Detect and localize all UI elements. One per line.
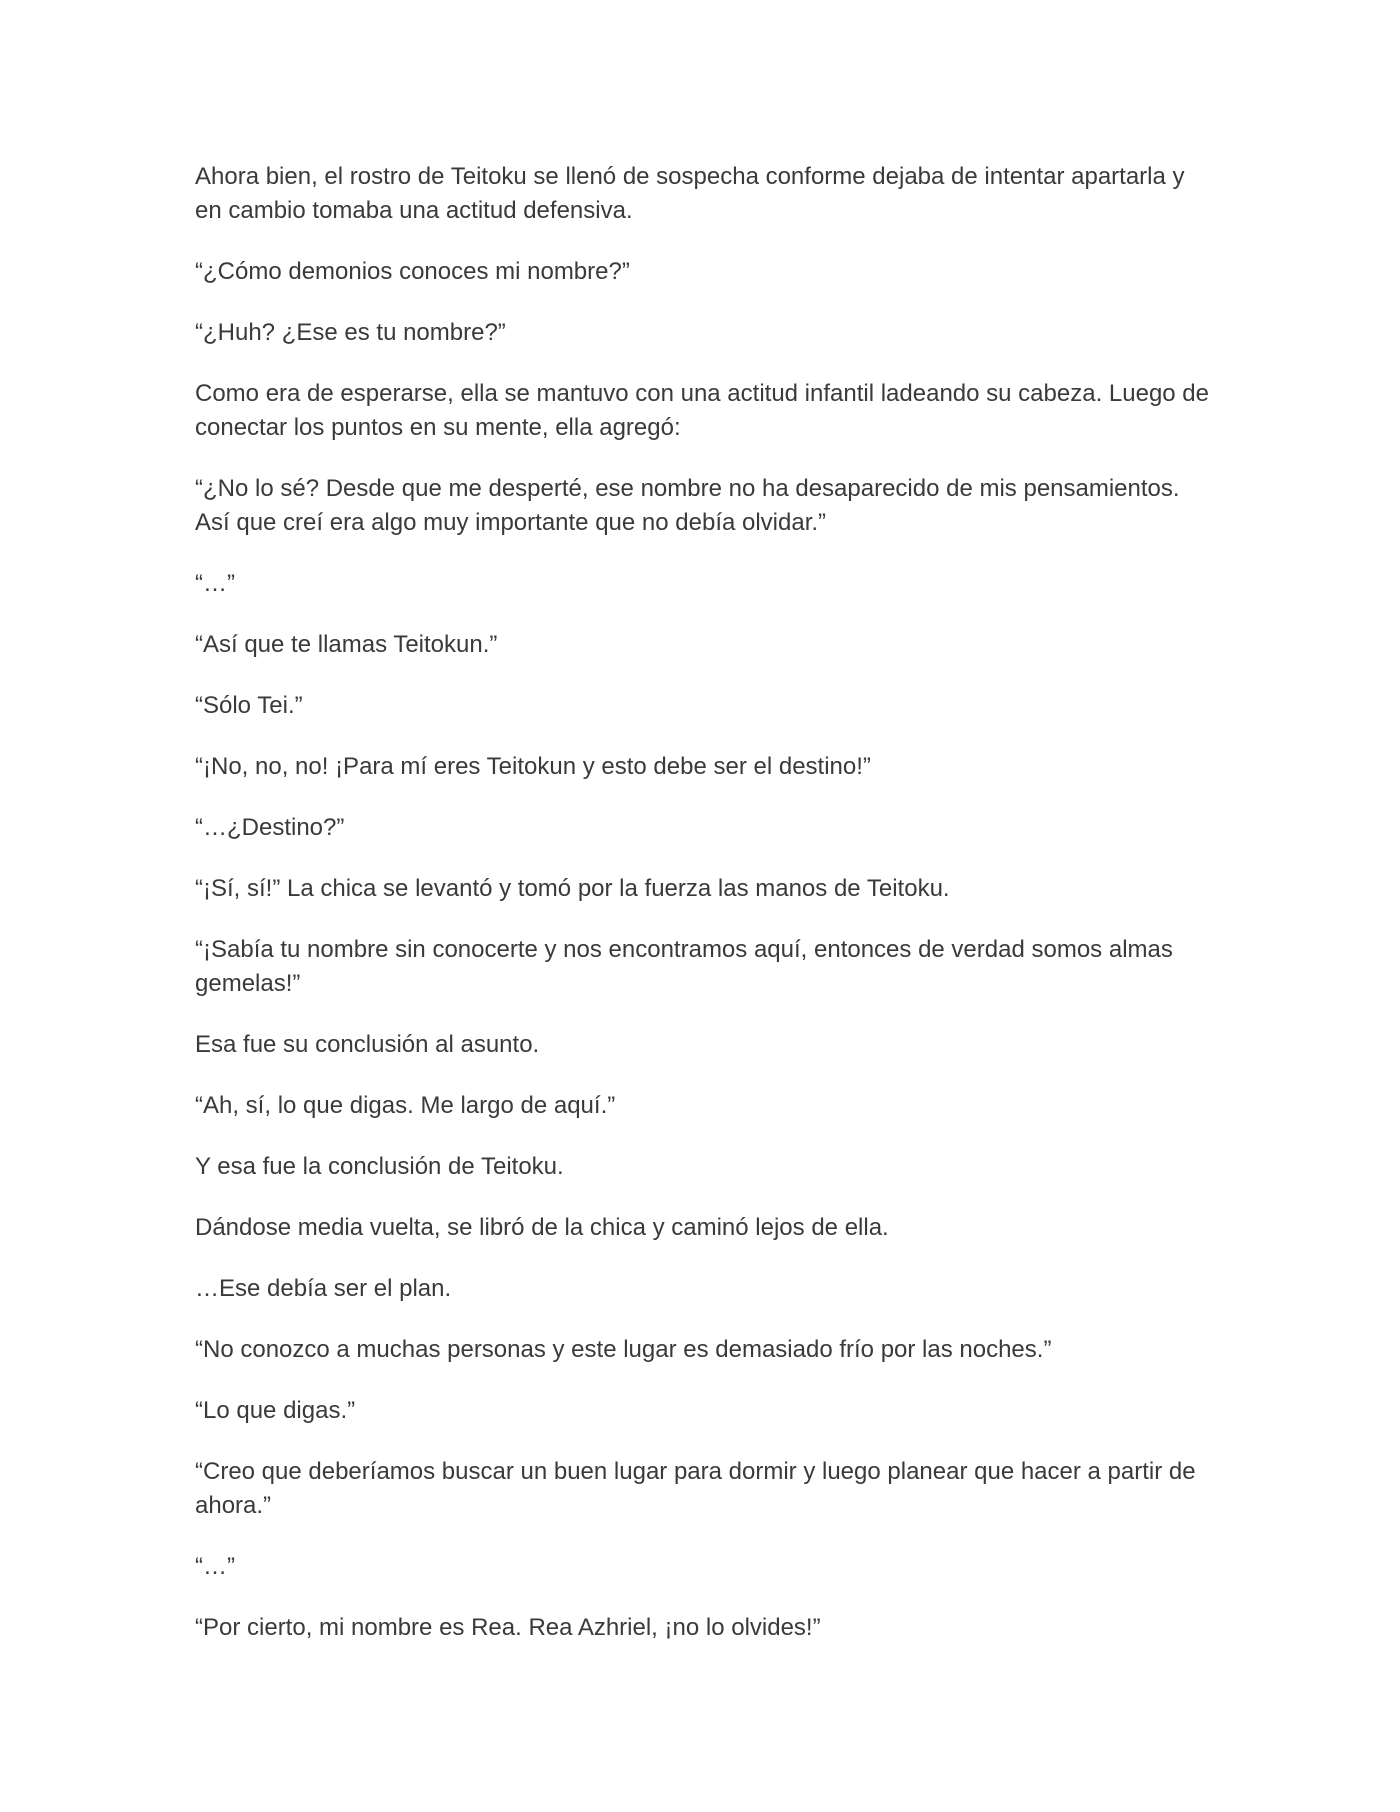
dialogue-line: “Ah, sí, lo que digas. Me largo de aquí.” [195, 1092, 616, 1119]
dialogue-line: “Creo que deberíamos buscar un buen lugar para dormir y luego planear que hacer a partir de ahora.” [195, 1458, 1196, 1519]
dialogue-line: “…” [195, 1553, 235, 1580]
paragraph: …Ese debía ser el plan. [195, 1275, 452, 1302]
dialogue-line: “¡Sabía tu nombre sin conocerte y nos encontramos aquí, entonces de verdad somos almas gemelas!” [195, 936, 1173, 997]
paragraph: Y esa fue la conclusión de Teitoku. [195, 1153, 564, 1180]
paragraph: Ahora bien, el rostro de Teitoku se llenó de sospecha conforme dejaba de intentar apartarla y en cambio tomaba una actitud defensiva. [195, 163, 1185, 224]
paragraph: Dándose media vuelta, se libró de la chica y caminó lejos de ella. [195, 1214, 889, 1241]
dialogue-line: “Sólo Tei.” [195, 692, 303, 719]
dialogue-line: “Así que te llamas Teitokun.” [195, 631, 498, 658]
dialogue-line: “¡Sí, sí!” La chica se levantó y tomó por la fuerza las manos de Teitoku. [195, 875, 950, 902]
dialogue-line: “…¿Destino?” [195, 814, 345, 841]
dialogue-line: “No conozco a muchas personas y este lugar es demasiado frío por las noches.” [195, 1336, 1052, 1363]
dialogue-line: “¿Huh? ¿Ese es tu nombre?” [195, 319, 506, 346]
paragraph: Esa fue su conclusión al asunto. [195, 1031, 540, 1058]
dialogue-line: “Lo que digas.” [195, 1397, 356, 1424]
dialogue-line: “¿Cómo demonios conoces mi nombre?” [195, 258, 630, 285]
dialogue-line: “¿No lo sé? Desde que me desperté, ese nombre no ha desaparecido de mis pensamientos. Así que creí era algo muy importante que no debía olvidar.” [195, 475, 1180, 536]
dialogue-line: “¡No, no, no! ¡Para mí eres Teitokun y esto debe ser el destino!” [195, 753, 871, 780]
document-body [195, 160, 1215, 1672]
paragraph: Como era de esperarse, ella se mantuvo con una actitud infantil ladeando su cabeza. Luego de conectar los puntos en su mente, ella agregó: [195, 380, 1209, 441]
dialogue-line: “Por cierto, mi nombre es Rea. Rea Azhriel, ¡no lo olvides!” [195, 1614, 821, 1641]
dialogue-line: “…” [195, 570, 235, 597]
